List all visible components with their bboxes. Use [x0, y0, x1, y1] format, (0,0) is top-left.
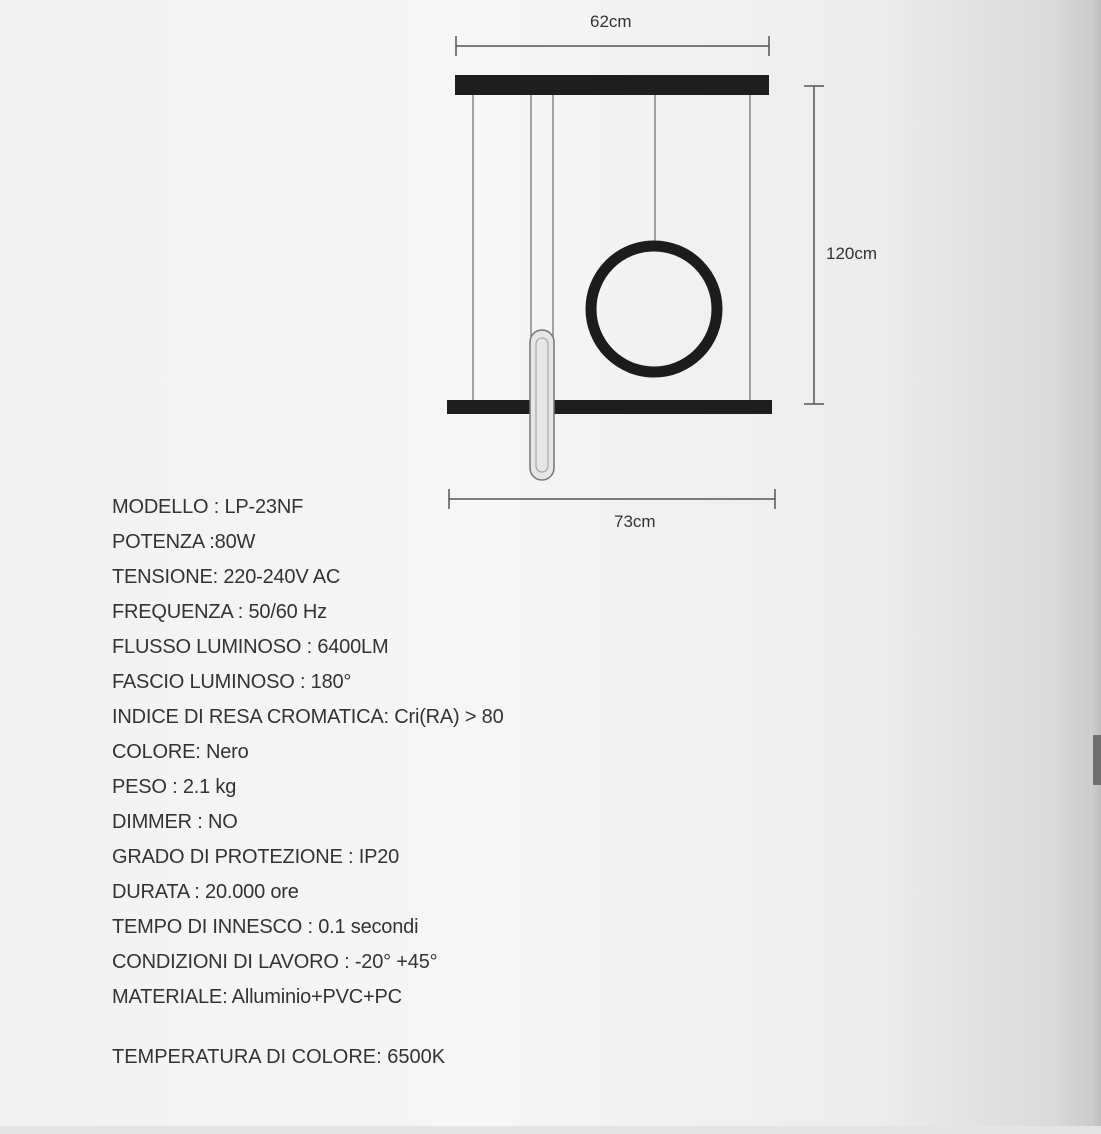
- spec-material: MATERIALE: Alluminio+PVC+PC: [112, 986, 402, 1008]
- top-bar: [455, 75, 769, 95]
- lamp-dimension-diagram: [0, 0, 1101, 540]
- bottom-width-label: 73cm: [614, 512, 656, 531]
- height-dimension-line: [804, 86, 824, 404]
- spec-working-conditions: CONDIZIONI DI LAVORO : -20° +45°: [112, 951, 438, 973]
- spec-power: POTENZA :80W: [112, 531, 256, 553]
- specification-list: [112, 490, 504, 1015]
- bottom-bar: [447, 400, 772, 414]
- ring-light: [591, 246, 717, 372]
- spec-dimmer: DIMMER : NO: [112, 811, 238, 833]
- spec-start-time: TEMPO DI INNESCO : 0.1 secondi: [112, 916, 419, 938]
- spec-color-temperature: TEMPERATURA DI COLORE: 6500K: [112, 1046, 446, 1068]
- page-bottom-edge: [0, 1126, 1101, 1134]
- spec-color: COLORE: Nero: [112, 741, 249, 763]
- height-label: 120cm: [826, 244, 878, 263]
- spec-lifetime: DURATA : 20.000 ore: [112, 881, 299, 903]
- spec-model: MODELLO : LP-23NF: [112, 496, 304, 518]
- top-width-dimension-line: [456, 36, 769, 56]
- spec-protection: GRADO DI PROTEZIONE : IP20: [112, 846, 400, 868]
- page-edge-mark: [1093, 735, 1101, 785]
- spec-voltage: TENSIONE: 220-240V AC: [112, 566, 341, 588]
- spec-color-rendering: INDICE DI RESA CROMATICA: Cri(RA) > 80: [112, 706, 504, 728]
- spec-luminous-flux: FLUSSO LUMINOSO : 6400LM: [112, 636, 389, 658]
- top-width-label: 62cm: [590, 12, 632, 31]
- spec-beam-angle: FASCIO LUMINOSO : 180°: [112, 671, 352, 693]
- spec-weight: PESO : 2.1 kg: [112, 776, 237, 798]
- hanging-ring-side-view: [530, 330, 554, 480]
- spec-frequency: FREQUENZA : 50/60 Hz: [112, 601, 327, 623]
